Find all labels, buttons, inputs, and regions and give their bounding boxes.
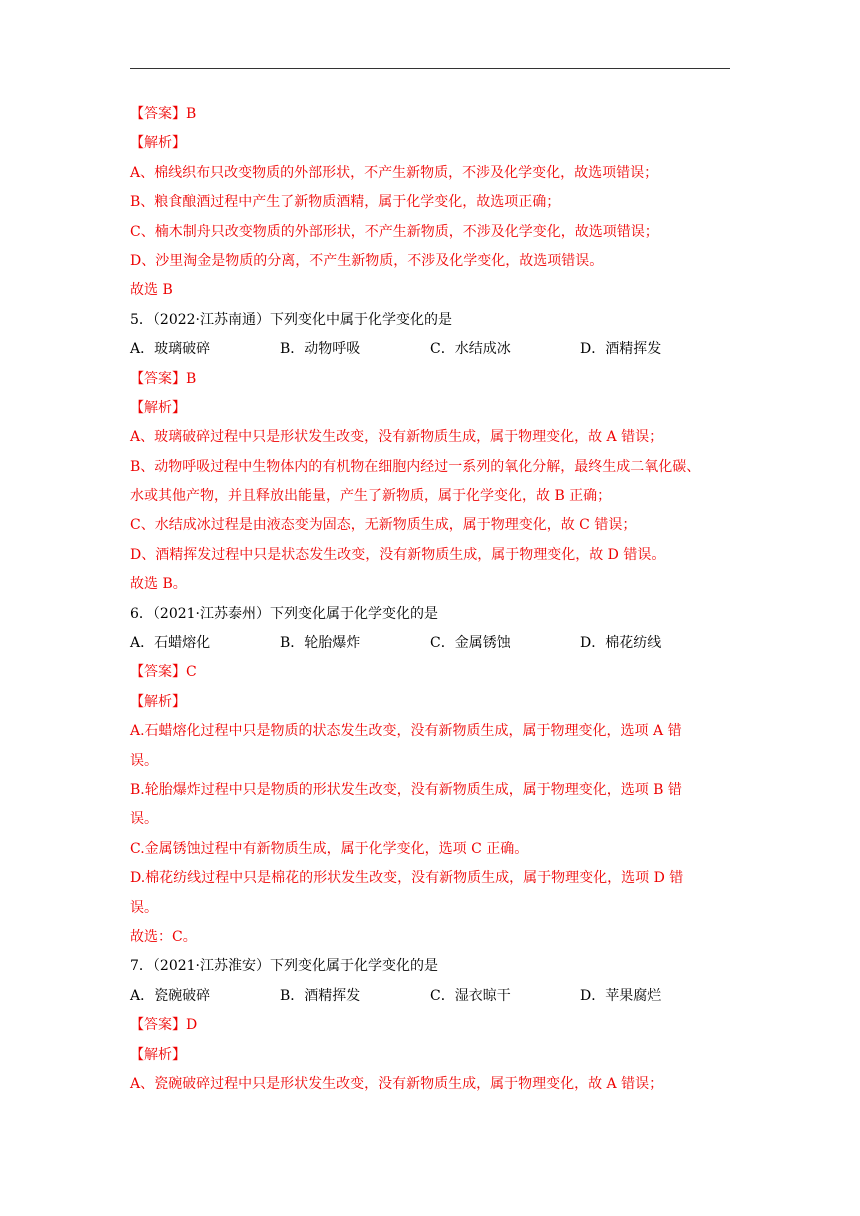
question-stem: 7．（2021·江苏淮安）下列变化属于化学变化的是 bbox=[130, 958, 438, 975]
analysis-line: D.棉花纺线过程中只是棉花的形状发生改变，没有新物质生成，属于物理变化，选项 D 错 bbox=[130, 870, 684, 887]
analysis-line: A、玻璃破碎过程中只是形状发生改变，没有新物质生成，属于物理变化，故 A 错误； bbox=[130, 429, 664, 446]
option-c: C．金属锈蚀 bbox=[430, 635, 511, 652]
analysis-line: 误。 bbox=[130, 752, 158, 769]
option-row bbox=[130, 982, 732, 1011]
question-stem: 6．（2021·江苏泰州）下列变化属于化学变化的是 bbox=[130, 605, 438, 622]
document-body bbox=[130, 100, 732, 1099]
header-rule bbox=[130, 68, 730, 69]
option-b: B．轮胎爆炸 bbox=[280, 635, 361, 652]
option-c: C．湿衣晾干 bbox=[430, 987, 511, 1004]
analysis-line: A.石蜡熔化过程中只是物质的状态发生改变，没有新物质生成，属于物理变化，选项 A 错 bbox=[130, 723, 682, 740]
option-a: A．瓷碗破碎 bbox=[130, 987, 211, 1004]
analysis-line: D、酒精挥发过程中只是状态发生改变，没有新物质生成，属于物理变化，故 D 错误。 bbox=[130, 546, 666, 563]
conclusion-line: 故选 B bbox=[130, 282, 173, 299]
analysis-line: A、棉线织布只改变物质的外部形状，不产生新物质，不涉及化学变化，故选项错误； bbox=[130, 164, 659, 181]
analysis-line: B、粮食酿酒过程中产生了新物质酒精，属于化学变化，故选项正确； bbox=[130, 194, 561, 211]
answer-line: 【答案】D bbox=[130, 1017, 198, 1034]
option-a: A．玻璃破碎 bbox=[130, 341, 211, 358]
option-b: B．酒精挥发 bbox=[280, 987, 361, 1004]
option-d: D．苹果腐烂 bbox=[580, 987, 662, 1004]
analysis-line: D、沙里淘金是物质的分离，不产生新物质，不涉及化学变化，故选项错误。 bbox=[130, 252, 604, 269]
analysis-label: 【解析】 bbox=[130, 1046, 186, 1063]
analysis-line: A、瓷碗破碎过程中只是形状发生改变，没有新物质生成，属于物理变化，故 A 错误； bbox=[130, 1075, 664, 1092]
option-row bbox=[130, 335, 732, 364]
option-d: D．酒精挥发 bbox=[580, 341, 662, 358]
analysis-line: 误。 bbox=[130, 899, 158, 916]
option-a: A．石蜡熔化 bbox=[130, 635, 211, 652]
answer-line: 【答案】C bbox=[130, 664, 197, 681]
answer-line: 【答案】B bbox=[130, 370, 197, 387]
analysis-label: 【解析】 bbox=[130, 693, 186, 710]
option-row bbox=[130, 629, 732, 658]
analysis-line: C、水结成冰过程是由液态变为固态，无新物质生成，属于物理变化，故 C 错误； bbox=[130, 517, 637, 534]
analysis-line: 水或其他产物，并且释放出能量，产生了新物质，属于化学变化，故 B 正确； bbox=[130, 488, 612, 505]
analysis-line: C、楠木制舟只改变物质的外部形状，不产生新物质，不涉及化学变化，故选项错误； bbox=[130, 223, 659, 240]
question-stem: 5．（2022·江苏南通）下列变化中属于化学变化的是 bbox=[130, 311, 452, 328]
analysis-label: 【解析】 bbox=[130, 399, 186, 416]
analysis-line: 误。 bbox=[130, 811, 158, 828]
option-b: B．动物呼吸 bbox=[280, 341, 361, 358]
option-d: D．棉花纺线 bbox=[580, 635, 662, 652]
conclusion-line: 故选：C。 bbox=[130, 928, 197, 945]
analysis-line: C.金属锈蚀过程中有新物质生成，属于化学变化，选项 C 正确。 bbox=[130, 840, 529, 857]
conclusion-line: 故选 B。 bbox=[130, 576, 187, 593]
option-c: C．水结成冰 bbox=[430, 341, 511, 358]
analysis-label: 【解析】 bbox=[130, 135, 186, 152]
analysis-line: B、动物呼吸过程中生物体内的有机物在细胞内经过一系列的氧化分解，最终生成二氧化碳、 bbox=[130, 458, 701, 475]
answer-line: 【答案】B bbox=[130, 106, 197, 122]
analysis-line: B.轮胎爆炸过程中只是物质的形状发生改变，没有新物质生成，属于物理变化，选项 B 错 bbox=[130, 781, 682, 798]
